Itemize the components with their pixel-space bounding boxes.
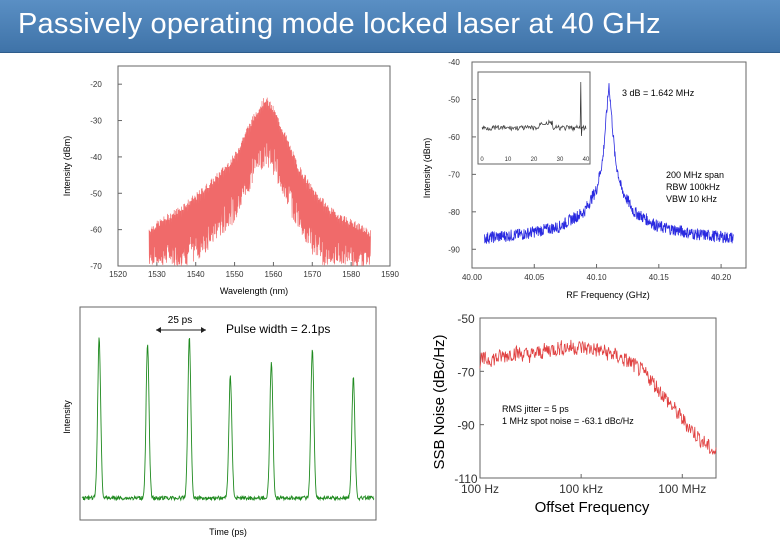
x-ticks	[462, 264, 732, 282]
y-tick-label: -20	[90, 80, 102, 90]
x-tick-label: 40.10	[586, 273, 607, 282]
ssb-noise-chart	[430, 312, 720, 522]
y-tick-label: -90	[448, 245, 460, 255]
rf-spectrum-chart	[420, 58, 750, 302]
y-ticks	[90, 80, 122, 271]
annotation-span: 200 MHz span	[666, 170, 725, 180]
x-axis-label: RF Frequency (GHz)	[566, 290, 650, 300]
title-bar	[0, 0, 780, 53]
annotation-vbw: VBW 10 kHz	[666, 194, 718, 204]
y-axis-label: Intensity (dBm)	[422, 137, 432, 199]
annotation-jitter: RMS jitter = 5 ps	[502, 404, 569, 414]
x-tick-label: 1530	[147, 270, 166, 279]
annotation-rbw: RBW 100kHz	[666, 182, 721, 192]
x-tick-label: 1550	[225, 270, 244, 279]
y-tick-label: -40	[90, 152, 102, 162]
x-tick-label: 1580	[342, 270, 361, 279]
x-tick-label: 40.20	[711, 273, 732, 282]
x-ticks	[109, 262, 399, 279]
y-tick-label: -30	[90, 116, 102, 126]
y-tick-label: -70	[448, 170, 460, 180]
pulse-trace	[82, 338, 374, 501]
pulse-line	[82, 338, 374, 501]
inset-tick-label: 20	[530, 157, 538, 163]
noise-trace	[480, 340, 716, 454]
y-tick-label: -70	[457, 365, 475, 380]
x-tick-label: 100 kHz	[559, 482, 604, 496]
optical-spectrum-chart	[58, 58, 399, 298]
pulse-train-chart	[58, 305, 378, 540]
x-tick-label: 1540	[186, 270, 205, 279]
x-axis-label: Time (ps)	[209, 527, 247, 537]
y-tick-label: -50	[457, 312, 475, 326]
y-tick-label: -60	[448, 132, 460, 142]
y-tick-label: -110	[454, 472, 478, 486]
y-tick-label: -90	[457, 418, 475, 433]
inset-frame	[478, 72, 590, 164]
x-tick-label: 40.05	[524, 273, 545, 282]
pulse-width-label: Pulse width = 2.1ps	[226, 322, 331, 336]
x-tick-label: 1560	[264, 270, 283, 279]
plot-frame	[480, 318, 716, 478]
spectrum-line	[149, 98, 371, 266]
y-axis-label: Intensity (dBm)	[62, 135, 72, 197]
x-tick-label: 1590	[381, 270, 399, 279]
y-tick-label: -40	[448, 58, 460, 67]
x-tick-label: 40.00	[461, 273, 483, 282]
x-tick-label: 1570	[303, 270, 322, 279]
plot-frame	[80, 307, 376, 520]
x-tick-label: 40.15	[648, 273, 669, 282]
x-ticks	[461, 474, 706, 496]
inset-tick-label: 30	[556, 157, 564, 163]
y-tick-label: -50	[90, 189, 102, 199]
y-axis-label: Intensity	[62, 400, 72, 434]
x-tick-label: 1520	[109, 270, 127, 279]
x-axis-label: Offset Frequency	[534, 499, 650, 516]
y-tick-label: -80	[448, 207, 460, 217]
spectrum-trace	[149, 98, 371, 266]
annotation-3db: 3 dB = 1.642 MHz	[622, 88, 695, 98]
y-tick-label: -70	[90, 262, 102, 271]
y-axis-label: SSB Noise (dBc/Hz)	[431, 334, 448, 470]
x-axis-label: Wavelength (nm)	[219, 286, 289, 296]
inset-tick-label: 10	[504, 157, 512, 163]
x-tick-label: 100 MHz	[658, 482, 707, 496]
noise-line	[480, 340, 716, 454]
period-label: 25 ps	[167, 315, 193, 326]
x-tick-label: 100 Hz	[460, 482, 500, 496]
y-tick-label: -50	[448, 95, 460, 105]
inset-tick-label: 40	[582, 157, 590, 163]
slide-title: Passively operating mode locked laser at 40 GHz	[18, 8, 661, 40]
inset-tick-label: 0	[480, 157, 484, 163]
y-tick-label: -60	[90, 225, 102, 235]
annotation-spot-noise: 1 MHz spot noise = -63.1 dBc/Hz	[502, 416, 634, 426]
